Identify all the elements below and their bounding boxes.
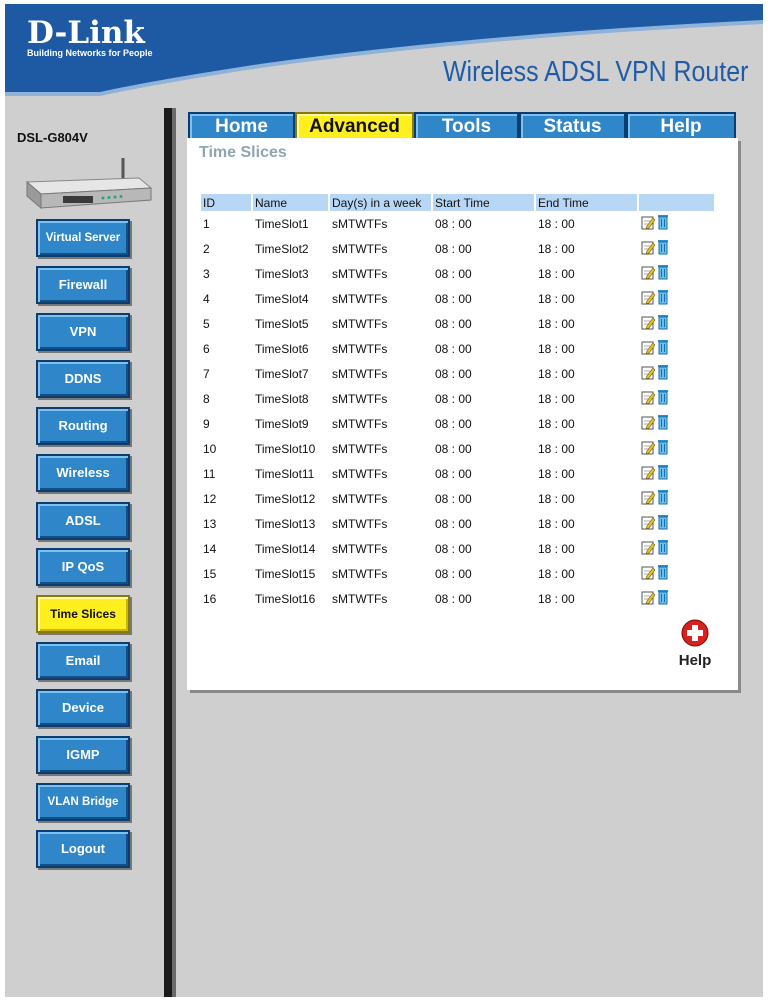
delete-icon[interactable] — [657, 414, 669, 433]
sidebar-item-routing[interactable]: Routing — [36, 407, 130, 445]
table-header-row — [201, 194, 714, 211]
sidebar-item-time-slices[interactable]: Time Slices — [36, 595, 130, 633]
column-header-id: ID — [201, 194, 251, 211]
table-row — [201, 461, 714, 486]
cell-days: sMTWTFs — [332, 566, 388, 581]
delete-icon[interactable] — [657, 439, 669, 458]
delete-icon[interactable] — [657, 364, 669, 383]
cell-id: 11 — [203, 466, 216, 481]
table-row — [201, 261, 714, 286]
cell-end-time: 18 : 00 — [538, 366, 575, 381]
column-header-name: Name — [253, 194, 328, 211]
edit-icon[interactable] — [641, 515, 655, 533]
cell-name: TimeSlot1 — [255, 216, 309, 231]
cell-days: sMTWTFs — [332, 466, 388, 481]
tab-help[interactable]: Help — [626, 112, 736, 140]
cell-days: sMTWTFs — [332, 391, 388, 406]
delete-icon[interactable] — [657, 539, 669, 558]
table-row — [201, 436, 714, 461]
cell-end-time: 18 : 00 — [538, 491, 575, 506]
time-slices-table — [199, 194, 716, 611]
cell-actions — [639, 386, 714, 411]
cell-start-time: 08 : 00 — [435, 516, 472, 531]
edit-icon[interactable] — [641, 365, 655, 383]
delete-icon[interactable] — [657, 489, 669, 508]
edit-icon[interactable] — [641, 290, 655, 308]
cell-actions — [639, 286, 714, 311]
cell-start-time: 08 : 00 — [435, 391, 472, 406]
cell-name: TimeSlot14 — [255, 541, 316, 556]
sidebar-item-igmp[interactable]: IGMP — [36, 736, 130, 774]
cell-days: sMTWTFs — [332, 316, 388, 331]
column-header-end-time: End Time — [536, 194, 637, 211]
cell-start-time: 08 : 00 — [435, 416, 472, 431]
tab-home[interactable]: Home — [188, 112, 295, 140]
cell-end-time: 18 : 00 — [538, 241, 575, 256]
edit-icon[interactable] — [641, 540, 655, 558]
sidebar-item-vpn[interactable]: VPN — [36, 313, 130, 351]
table-row — [201, 486, 714, 511]
cell-name: TimeSlot8 — [255, 391, 309, 406]
sidebar-item-ddns[interactable]: DDNS — [36, 360, 130, 398]
cell-name: TimeSlot11 — [255, 466, 315, 481]
cell-start-time: 08 : 00 — [435, 216, 472, 231]
cell-name: TimeSlot10 — [255, 441, 316, 456]
cell-id: 4 — [203, 291, 210, 306]
delete-icon[interactable] — [657, 564, 669, 583]
cell-days: sMTWTFs — [332, 341, 388, 356]
cell-actions — [639, 211, 714, 236]
delete-icon[interactable] — [657, 289, 669, 308]
edit-icon[interactable] — [641, 315, 655, 333]
cell-name: TimeSlot7 — [255, 366, 309, 381]
edit-icon[interactable] — [641, 390, 655, 408]
edit-icon[interactable] — [641, 440, 655, 458]
cell-actions — [639, 361, 714, 386]
app-frame — [5, 4, 763, 997]
cell-actions — [639, 311, 714, 336]
sidebar-item-firewall[interactable]: Firewall — [36, 266, 130, 304]
cell-actions — [639, 436, 714, 461]
cell-actions — [639, 486, 714, 511]
table-row — [201, 311, 714, 336]
cell-end-time: 18 : 00 — [538, 566, 575, 581]
table-row — [201, 586, 714, 611]
cell-actions — [639, 411, 714, 436]
cell-end-time: 18 : 00 — [538, 266, 575, 281]
cell-name: TimeSlot16 — [255, 591, 316, 606]
edit-icon[interactable] — [641, 490, 655, 508]
column-header-days: Day(s) in a week — [330, 194, 431, 211]
cell-id: 3 — [203, 266, 210, 281]
page-title: Time Slices — [199, 144, 287, 161]
cell-actions — [639, 586, 714, 611]
cell-end-time: 18 : 00 — [538, 516, 575, 531]
tab-tools[interactable]: Tools — [414, 112, 519, 140]
cell-days: sMTWTFs — [332, 241, 388, 256]
header-banner — [5, 4, 763, 104]
table-row — [201, 336, 714, 361]
content-panel — [187, 138, 738, 690]
cell-id: 1 — [203, 216, 210, 231]
sidebar-item-device[interactable]: Device — [36, 689, 130, 727]
delete-icon[interactable] — [657, 339, 669, 358]
cell-start-time: 08 : 00 — [435, 441, 472, 456]
cell-days: sMTWTFs — [332, 416, 388, 431]
cell-start-time: 08 : 00 — [435, 566, 472, 581]
cell-days: sMTWTFs — [332, 591, 388, 606]
cell-name: TimeSlot3 — [255, 266, 309, 281]
router-image — [23, 154, 153, 216]
cell-days: sMTWTFs — [332, 266, 388, 281]
product-title: Wireless ADSL VPN Router — [443, 56, 749, 88]
sidebar-item-email[interactable]: Email — [36, 642, 130, 680]
edit-icon[interactable] — [641, 415, 655, 433]
table-row — [201, 286, 714, 311]
device-model-label: DSL-G804V — [17, 130, 88, 145]
table-row — [201, 211, 714, 236]
dlink-logo — [27, 15, 153, 59]
help-plus-icon — [681, 619, 709, 647]
cell-start-time: 08 : 00 — [435, 491, 472, 506]
sidebar-item-vlan-bridge[interactable]: VLAN Bridge — [36, 783, 130, 821]
cell-days: sMTWTFs — [332, 291, 388, 306]
edit-icon[interactable] — [641, 215, 655, 233]
delete-icon[interactable] — [657, 514, 669, 533]
cell-end-time: 18 : 00 — [538, 341, 575, 356]
sidebar-item-logout[interactable]: Logout — [36, 830, 130, 868]
column-header-actions — [639, 194, 714, 211]
edit-icon[interactable] — [641, 240, 655, 258]
table-row — [201, 361, 714, 386]
logo-text: D-Link — [27, 15, 145, 51]
cell-id: 2 — [203, 241, 210, 256]
sidebar-divider — [164, 108, 172, 997]
delete-icon[interactable] — [657, 214, 669, 233]
delete-icon[interactable] — [657, 464, 669, 483]
edit-icon[interactable] — [641, 590, 655, 608]
table-row — [201, 386, 714, 411]
cell-id: 10 — [203, 441, 217, 456]
cell-days: sMTWTFs — [332, 491, 388, 506]
cell-actions — [639, 236, 714, 261]
cell-name: TimeSlot13 — [255, 516, 316, 531]
cell-name: TimeSlot15 — [255, 566, 316, 581]
delete-icon[interactable] — [657, 314, 669, 333]
cell-name: TimeSlot2 — [255, 241, 309, 256]
cell-id: 12 — [203, 491, 217, 506]
cell-end-time: 18 : 00 — [538, 441, 575, 456]
cell-end-time: 18 : 00 — [538, 591, 575, 606]
sidebar-item-ip-qos[interactable]: IP QoS — [36, 548, 130, 586]
cell-id: 14 — [203, 541, 217, 556]
cell-id: 13 — [203, 516, 217, 531]
cell-days: sMTWTFs — [332, 216, 388, 231]
delete-icon[interactable] — [657, 589, 669, 608]
edit-icon[interactable] — [641, 265, 655, 283]
edit-icon[interactable] — [641, 465, 655, 483]
edit-icon[interactable] — [641, 340, 655, 358]
table-row — [201, 536, 714, 561]
cell-end-time: 18 : 00 — [538, 466, 575, 481]
cell-actions — [639, 336, 714, 361]
help-label: Help — [678, 652, 712, 669]
edit-icon[interactable] — [641, 565, 655, 583]
cell-name: TimeSlot4 — [255, 291, 309, 306]
logo-tagline: Building Networks for People — [27, 48, 153, 58]
delete-icon[interactable] — [657, 389, 669, 408]
cell-id: 5 — [203, 316, 210, 331]
cell-actions — [639, 261, 714, 286]
cell-end-time: 18 : 00 — [538, 291, 575, 306]
cell-end-time: 18 : 00 — [538, 216, 575, 231]
column-header-start-time: Start Time — [433, 194, 534, 211]
cell-days: sMTWTFs — [332, 516, 388, 531]
cell-start-time: 08 : 00 — [435, 366, 472, 381]
cell-actions — [639, 536, 714, 561]
cell-id: 6 — [203, 341, 210, 356]
cell-days: sMTWTFs — [332, 366, 388, 381]
cell-end-time: 18 : 00 — [538, 316, 575, 331]
help-button[interactable] — [675, 619, 715, 669]
cell-id: 16 — [203, 591, 217, 606]
sidebar-item-virtual-server[interactable]: Virtual Server — [36, 219, 130, 257]
cell-start-time: 08 : 00 — [435, 341, 472, 356]
cell-id: 8 — [203, 391, 210, 406]
cell-end-time: 18 : 00 — [538, 541, 575, 556]
cell-name: TimeSlot6 — [255, 341, 309, 356]
cell-start-time: 08 : 00 — [435, 466, 472, 481]
cell-actions — [639, 511, 714, 536]
cell-id: 15 — [203, 566, 217, 581]
cell-end-time: 18 : 00 — [538, 416, 575, 431]
cell-name: TimeSlot12 — [255, 491, 316, 506]
sidebar-item-wireless[interactable]: Wireless — [36, 454, 130, 492]
table-row — [201, 561, 714, 586]
cell-end-time: 18 : 00 — [538, 391, 575, 406]
cell-days: sMTWTFs — [332, 541, 388, 556]
cell-actions — [639, 461, 714, 486]
cell-start-time: 08 : 00 — [435, 266, 472, 281]
cell-id: 7 — [203, 366, 210, 381]
cell-start-time: 08 : 00 — [435, 541, 472, 556]
sidebar-item-adsl[interactable]: ADSL — [36, 502, 130, 540]
cell-start-time: 08 : 00 — [435, 241, 472, 256]
cell-name: TimeSlot9 — [255, 416, 309, 431]
cell-id: 9 — [203, 416, 210, 431]
delete-icon[interactable] — [657, 239, 669, 258]
cell-days: sMTWTFs — [332, 441, 388, 456]
table-row — [201, 511, 714, 536]
cell-name: TimeSlot5 — [255, 316, 309, 331]
cell-start-time: 08 : 00 — [435, 291, 472, 306]
cell-actions — [639, 561, 714, 586]
tab-status[interactable]: Status — [519, 112, 626, 140]
cell-start-time: 08 : 00 — [435, 591, 472, 606]
cell-start-time: 08 : 00 — [435, 316, 472, 331]
delete-icon[interactable] — [657, 264, 669, 283]
table-row — [201, 411, 714, 436]
tab-advanced[interactable]: Advanced — [295, 112, 414, 140]
table-row — [201, 236, 714, 261]
sidebar-divider-shadow — [172, 108, 176, 997]
